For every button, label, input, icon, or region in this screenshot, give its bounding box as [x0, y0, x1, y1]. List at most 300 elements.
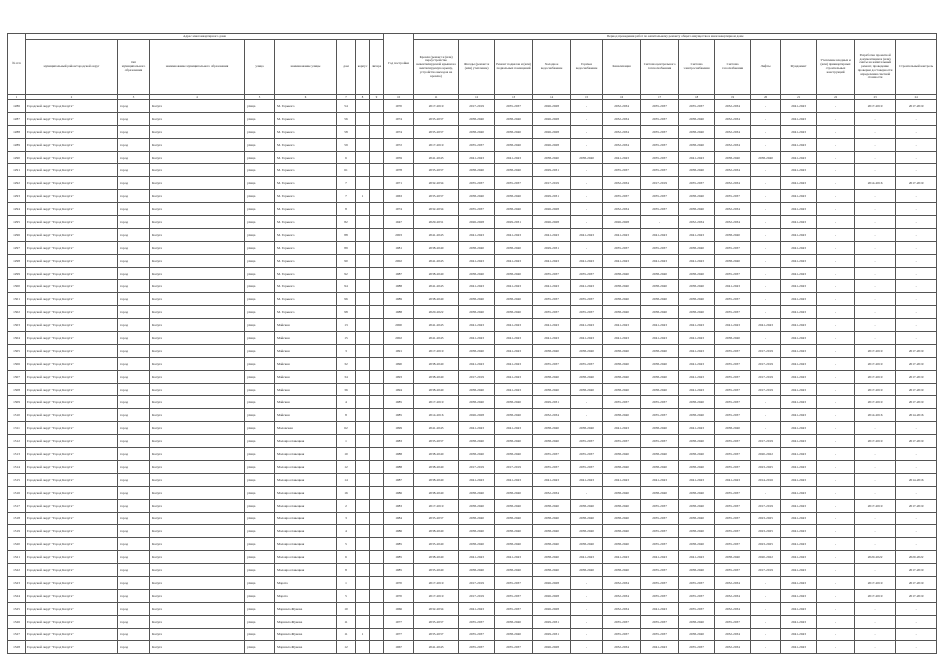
- table-cell: улица: [245, 641, 275, 654]
- table-cell: 2038-2040: [571, 422, 603, 435]
- table-cell: [370, 602, 384, 615]
- table-cell: 2038-2040: [571, 370, 603, 383]
- table-cell: [370, 125, 384, 138]
- table-cell: 2041-2043: [781, 177, 817, 190]
- table-cell: 2038-2040: [459, 396, 495, 409]
- table-cell: 1989: [384, 293, 414, 306]
- table-cell: 2041-2043: [781, 280, 817, 293]
- table-cell: 2032-2034: [715, 177, 751, 190]
- table-cell: 2041-2043: [641, 641, 679, 654]
- table-cell: 2041-2043: [571, 280, 603, 293]
- table-cell: 2038-2040: [495, 203, 533, 216]
- table-cell: -: [817, 460, 855, 473]
- table-cell: [370, 164, 384, 177]
- table-cell: 2038-2040: [414, 525, 459, 538]
- table-cell: М. Горького: [275, 306, 337, 319]
- table-cell: Калуга: [150, 216, 245, 229]
- table-cell: 2023-2025: [751, 512, 781, 525]
- table-cell: 2041-2043: [495, 151, 533, 164]
- table-cell: -: [751, 280, 781, 293]
- table-cell: -: [571, 615, 603, 628]
- table-cell: улица: [245, 190, 275, 203]
- table-cell: -: [817, 344, 855, 357]
- table-cell: -: [751, 332, 781, 345]
- table-cell: 2029-2031: [495, 216, 533, 229]
- table-cell: 2035-2037: [641, 164, 679, 177]
- table-row: [8, 190, 937, 203]
- table-cell: Калуга: [150, 319, 245, 332]
- table-cell: 12: [337, 460, 356, 473]
- table-cell: город: [118, 254, 150, 267]
- table-cell: 2038-2040: [603, 280, 641, 293]
- table-cell: 2026-2028: [533, 100, 571, 113]
- table-cell: 2038-2040: [414, 486, 459, 499]
- table-cell: город: [118, 448, 150, 461]
- table-cell: 2038-2040: [641, 267, 679, 280]
- table-cell: 2038-2040: [459, 241, 495, 254]
- table-cell: 2035-2037: [641, 100, 679, 113]
- table-cell: [370, 628, 384, 641]
- table-cell: Малоярославецкая: [275, 499, 337, 512]
- table-cell: 2035-2037: [459, 615, 495, 628]
- table-cell: 98: [337, 306, 356, 319]
- table-row: [8, 216, 937, 229]
- table-cell: 2038-2040: [603, 486, 641, 499]
- table-cell: -: [817, 525, 855, 538]
- table-cell: -: [751, 422, 781, 435]
- table-cell: 2041-2043: [679, 357, 715, 370]
- table-cell: -: [855, 628, 896, 641]
- table-cell: Городской округ "Город Калуга": [26, 306, 118, 319]
- table-cell: 2041-2043: [715, 319, 751, 332]
- table-cell: 2035-2037: [533, 306, 571, 319]
- table-cell: Городской округ "Город Калуга": [26, 460, 118, 473]
- table-cell: 2041-2043: [414, 641, 459, 654]
- table-cell: город: [118, 435, 150, 448]
- table-cell: -: [817, 357, 855, 370]
- table-cell: -: [751, 190, 781, 203]
- table-row: [8, 576, 937, 589]
- table-cell: 2041-2043: [414, 151, 459, 164]
- table-cell: Калуга: [150, 203, 245, 216]
- table-cell: 2038-2040: [603, 357, 641, 370]
- table-cell: [356, 344, 370, 357]
- table-cell: 2014-2016: [855, 177, 896, 190]
- table-cell: 2035-2037: [715, 357, 751, 370]
- table-cell: 2035-2037: [571, 435, 603, 448]
- col-header: тип муниципального образования: [118, 40, 150, 95]
- table-cell: Маловская: [275, 422, 337, 435]
- table-cell: [370, 422, 384, 435]
- table-cell: 2035-2037: [571, 306, 603, 319]
- table-cell: 2041-2043: [641, 319, 679, 332]
- table-cell: 2041-2043: [495, 551, 533, 564]
- table-cell: 2017-2019: [414, 589, 459, 602]
- column-number: 10: [384, 95, 414, 100]
- table-cell: 2032-2034: [533, 486, 571, 499]
- table-cell: 2038-2040: [533, 435, 571, 448]
- col-header: Утепление входных и (или) приквартирных строительных конструкций: [817, 40, 855, 95]
- table-cell: 2041-2043: [495, 280, 533, 293]
- table-cell: 2029-2031: [533, 190, 571, 203]
- table-cell: 2035-2037: [715, 293, 751, 306]
- table-cell: Калуга: [150, 164, 245, 177]
- table-cell: 2017-2019: [751, 499, 781, 512]
- table-cell: -: [855, 486, 896, 499]
- table-cell: -: [817, 576, 855, 589]
- table-cell: [370, 641, 384, 654]
- table-cell: 2035-2037: [715, 267, 751, 280]
- table-cell: 2029-2031: [533, 241, 571, 254]
- table-cell: 2038-2040: [603, 564, 641, 577]
- table-cell: -: [817, 435, 855, 448]
- table-cell: 1287: [8, 112, 26, 125]
- table-cell: 2038-2040: [679, 409, 715, 422]
- table-cell: 1978: [384, 164, 414, 177]
- table-cell: 2035-2037: [715, 486, 751, 499]
- table-cell: 2035-2040: [414, 564, 459, 577]
- table-cell: 2041-2043: [781, 138, 817, 151]
- table-cell: 1290: [8, 151, 26, 164]
- table-cell: город: [118, 357, 150, 370]
- column-number: 14: [533, 95, 571, 100]
- column-number: 20: [751, 95, 781, 100]
- col-header: Фундамент: [781, 40, 817, 95]
- table-cell: М. Горького: [275, 267, 337, 280]
- table-cell: 2041-2043: [679, 228, 715, 241]
- table-cell: 2041-2043: [679, 473, 715, 486]
- table-cell: -: [751, 293, 781, 306]
- table-cell: улица: [245, 564, 275, 577]
- table-cell: 2017-2019: [751, 344, 781, 357]
- table-cell: 2035-2037: [715, 409, 751, 422]
- table-cell: 1986: [384, 525, 414, 538]
- table-cell: Майская: [275, 344, 337, 357]
- table-cell: 2041-2043: [781, 564, 817, 577]
- table-cell: -: [817, 164, 855, 177]
- table-cell: 2035-2037: [715, 396, 751, 409]
- table-cell: 90: [337, 254, 356, 267]
- table-cell: 2038-2040: [495, 615, 533, 628]
- table-cell: 1983: [384, 435, 414, 448]
- table-cell: город: [118, 293, 150, 306]
- table-cell: [356, 203, 370, 216]
- table-cell: 2035-2037: [533, 293, 571, 306]
- table-cell: 1984: [384, 512, 414, 525]
- table-cell: 2038-2040: [679, 396, 715, 409]
- table-cell: 2041-2043: [641, 473, 679, 486]
- table-cell: 2041-2043: [533, 473, 571, 486]
- table-cell: 2029-2031: [533, 164, 571, 177]
- table-cell: -: [855, 216, 896, 229]
- table-cell: Калуга: [150, 448, 245, 461]
- table-cell: [356, 486, 370, 499]
- table-cell: 2038-2040: [641, 293, 679, 306]
- table-cell: 1311: [8, 422, 26, 435]
- table-cell: 2035-2037: [641, 151, 679, 164]
- table-cell: М. Горького: [275, 190, 337, 203]
- table-cell: 5: [337, 538, 356, 551]
- table-cell: [370, 203, 384, 216]
- table-cell: 2038-2040: [603, 370, 641, 383]
- table-cell: [370, 280, 384, 293]
- table-cell: -: [817, 306, 855, 319]
- table-cell: 1: [337, 576, 356, 589]
- table-cell: 1286: [8, 100, 26, 113]
- table-cell: 2017-2019: [414, 138, 459, 151]
- table-cell: Городской округ "Город Калуга": [26, 344, 118, 357]
- table-cell: улица: [245, 293, 275, 306]
- table-cell: 2035-2037: [679, 100, 715, 113]
- table-cell: город: [118, 125, 150, 138]
- table-cell: 2035-2037: [459, 628, 495, 641]
- table-cell: улица: [245, 525, 275, 538]
- table-row: [8, 628, 937, 641]
- table-row: [8, 241, 937, 254]
- table-cell: [370, 615, 384, 628]
- table-cell: 2038-2040: [715, 422, 751, 435]
- table-cell: [370, 138, 384, 151]
- table-cell: Малоярославецкая: [275, 512, 337, 525]
- table-cell: Майская: [275, 357, 337, 370]
- table-cell: 2041-2043: [781, 448, 817, 461]
- table-cell: 2035-2037: [571, 460, 603, 473]
- table-cell: 62: [337, 422, 356, 435]
- table-cell: М. Горького: [275, 151, 337, 164]
- table-cell: 2026-2028: [603, 216, 641, 229]
- table-cell: 2035-2037: [495, 576, 533, 589]
- table-cell: 11: [337, 615, 356, 628]
- table-row: [8, 151, 937, 164]
- table-cell: 12: [337, 641, 356, 654]
- table-cell: 1302: [8, 306, 26, 319]
- table-cell: 8: [337, 409, 356, 422]
- table-cell: город: [118, 551, 150, 564]
- table-cell: 10: [337, 602, 356, 615]
- table-cell: 2038-2040: [459, 164, 495, 177]
- table-cell: -: [855, 138, 896, 151]
- col-header: Кровля (ремонт и (или) переустройство невентилируемой крыши на вентилируемую крышу, устройство выходов на кровлю): [414, 40, 459, 95]
- table-cell: -: [817, 564, 855, 577]
- table-cell: Калуга: [150, 228, 245, 241]
- table-cell: Городской округ "Город Калуга": [26, 151, 118, 164]
- table-cell: Калуга: [150, 293, 245, 306]
- table-cell: 2038-2040: [679, 435, 715, 448]
- table-cell: -: [896, 486, 937, 499]
- table-cell: [356, 589, 370, 602]
- table-cell: 2038-2040: [495, 190, 533, 203]
- col-header: улица: [245, 40, 275, 95]
- table-cell: 2017-2019: [855, 435, 896, 448]
- table-cell: 2038-2040: [414, 357, 459, 370]
- table-cell: 2041-2043: [459, 254, 495, 267]
- table-cell: М. Горького: [275, 293, 337, 306]
- table-cell: 2041-2043: [781, 525, 817, 538]
- table-row: [8, 228, 937, 241]
- table-cell: 2041-2043: [715, 280, 751, 293]
- table-cell: 2017-2019: [896, 177, 937, 190]
- table-row: [8, 138, 937, 151]
- table-cell: -: [817, 448, 855, 461]
- table-cell: 2038-2040: [679, 190, 715, 203]
- table-cell: улица: [245, 203, 275, 216]
- table-cell: Городской округ "Город Калуга": [26, 435, 118, 448]
- table-cell: [370, 396, 384, 409]
- table-cell: 1985: [384, 564, 414, 577]
- table-cell: Городской округ "Город Калуга": [26, 164, 118, 177]
- table-cell: -: [751, 112, 781, 125]
- table-cell: улица: [245, 615, 275, 628]
- table-cell: -: [855, 267, 896, 280]
- table-row: [8, 112, 937, 125]
- table-cell: Городской округ "Город Калуга": [26, 564, 118, 577]
- table-cell: 2038-2040: [459, 293, 495, 306]
- table-cell: 2017-2019: [751, 383, 781, 396]
- table-cell: 1993: [384, 370, 414, 383]
- table-cell: Калуга: [150, 602, 245, 615]
- table-cell: 1988: [384, 280, 414, 293]
- table-cell: 2035-2037: [603, 396, 641, 409]
- table-cell: 2017-2019: [896, 357, 937, 370]
- table-cell: 3: [337, 344, 356, 357]
- table-cell: 1971: [384, 177, 414, 190]
- table-cell: [370, 512, 384, 525]
- table-cell: 2020-2022: [751, 551, 781, 564]
- table-cell: 2017-2019: [896, 589, 937, 602]
- table-cell: М. Горького: [275, 138, 337, 151]
- table-cell: 2035-2037: [679, 602, 715, 615]
- table-cell: [356, 396, 370, 409]
- table-cell: 2041-2043: [571, 332, 603, 345]
- table-cell: 1994: [384, 383, 414, 396]
- table-cell: 2041-2043: [459, 151, 495, 164]
- table-cell: 2017-2019: [459, 576, 495, 589]
- table-cell: 2035-2037: [414, 615, 459, 628]
- table-cell: 1323: [8, 576, 26, 589]
- table-cell: улица: [245, 396, 275, 409]
- table-cell: улица: [245, 473, 275, 486]
- table-cell: -: [817, 216, 855, 229]
- table-cell: 2017-2019: [459, 100, 495, 113]
- table-cell: 2017-2019: [414, 396, 459, 409]
- table-cell: 2038-2040: [495, 125, 533, 138]
- table-cell: [356, 241, 370, 254]
- table-cell: 2038-2040: [679, 306, 715, 319]
- table-cell: 2041-2043: [679, 551, 715, 564]
- table-cell: 2017-2019: [855, 357, 896, 370]
- table-cell: 1295: [8, 216, 26, 229]
- table-cell: город: [118, 306, 150, 319]
- table-cell: 2038-2040: [459, 190, 495, 203]
- col-header: Ремонт подвалов и (или) подвальных помещений: [495, 40, 533, 95]
- table-cell: 2038-2040: [459, 383, 495, 396]
- table-cell: 2041-2043: [603, 151, 641, 164]
- table-cell: М. Горького: [275, 241, 337, 254]
- table-cell: 2041-2043: [414, 280, 459, 293]
- table-cell: -: [817, 319, 855, 332]
- table-cell: -: [817, 293, 855, 306]
- table-cell: 2038-2040: [495, 293, 533, 306]
- table-cell: Калуга: [150, 112, 245, 125]
- table-cell: [356, 383, 370, 396]
- column-number: 9: [370, 95, 384, 100]
- table-cell: -: [855, 460, 896, 473]
- table-cell: -: [571, 641, 603, 654]
- table-cell: 2038-2040: [533, 551, 571, 564]
- table-cell: -: [896, 628, 937, 641]
- table-cell: [356, 177, 370, 190]
- table-cell: [356, 280, 370, 293]
- table-cell: Калуга: [150, 125, 245, 138]
- table-cell: [356, 576, 370, 589]
- table-cell: улица: [245, 551, 275, 564]
- table-cell: [370, 486, 384, 499]
- table-cell: 2041-2043: [641, 602, 679, 615]
- table-row: [8, 319, 937, 332]
- table-cell: 36: [337, 383, 356, 396]
- table-cell: [370, 306, 384, 319]
- table-cell: 2038-2040: [459, 538, 495, 551]
- table-cell: 1305: [8, 344, 26, 357]
- table-cell: 2038-2040: [533, 525, 571, 538]
- table-cell: [370, 370, 384, 383]
- table-cell: Городской округ "Город Калуга": [26, 216, 118, 229]
- table-cell: 1974: [384, 112, 414, 125]
- table-cell: 2038-2040: [414, 460, 459, 473]
- table-cell: 2038-2040: [603, 409, 641, 422]
- table-cell: 2041-2043: [781, 228, 817, 241]
- table-cell: -: [855, 112, 896, 125]
- table-cell: Городской округ "Город Калуга": [26, 512, 118, 525]
- table-cell: 2041-2043: [459, 280, 495, 293]
- table-cell: 2038-2040: [495, 409, 533, 422]
- table-cell: -: [817, 100, 855, 113]
- table-cell: 2041-2043: [781, 293, 817, 306]
- table-cell: Городской округ "Город Калуга": [26, 576, 118, 589]
- table-cell: улица: [245, 422, 275, 435]
- table-cell: 2041-2043: [495, 332, 533, 345]
- table-cell: 2: [337, 499, 356, 512]
- table-cell: 2032-2034: [603, 100, 641, 113]
- table-cell: [370, 448, 384, 461]
- table-cell: Малоярославецкая: [275, 551, 337, 564]
- table-cell: улица: [245, 228, 275, 241]
- table-cell: 2032-2034: [715, 641, 751, 654]
- column-number: 21: [781, 95, 817, 100]
- table-cell: -: [571, 589, 603, 602]
- table-cell: -: [896, 203, 937, 216]
- table-cell: 2041-2043: [495, 422, 533, 435]
- table-cell: 2041-2043: [781, 319, 817, 332]
- table-cell: город: [118, 319, 150, 332]
- table-cell: город: [118, 460, 150, 473]
- table-cell: Калуга: [150, 473, 245, 486]
- table-cell: [370, 344, 384, 357]
- table-row: [8, 460, 937, 473]
- table-cell: -: [817, 396, 855, 409]
- table-cell: 2038-2040: [495, 538, 533, 551]
- table-cell: 2041-2043: [781, 576, 817, 589]
- table-cell: 2032-2034: [603, 203, 641, 216]
- table-cell: 2035-2037: [641, 203, 679, 216]
- table-cell: улица: [245, 589, 275, 602]
- table-cell: 1322: [8, 564, 26, 577]
- table-cell: 2041-2043: [781, 602, 817, 615]
- table-cell: 2041-2043: [679, 370, 715, 383]
- table-cell: 2038-2040: [679, 267, 715, 280]
- table-cell: [356, 306, 370, 319]
- column-number: 7: [337, 95, 356, 100]
